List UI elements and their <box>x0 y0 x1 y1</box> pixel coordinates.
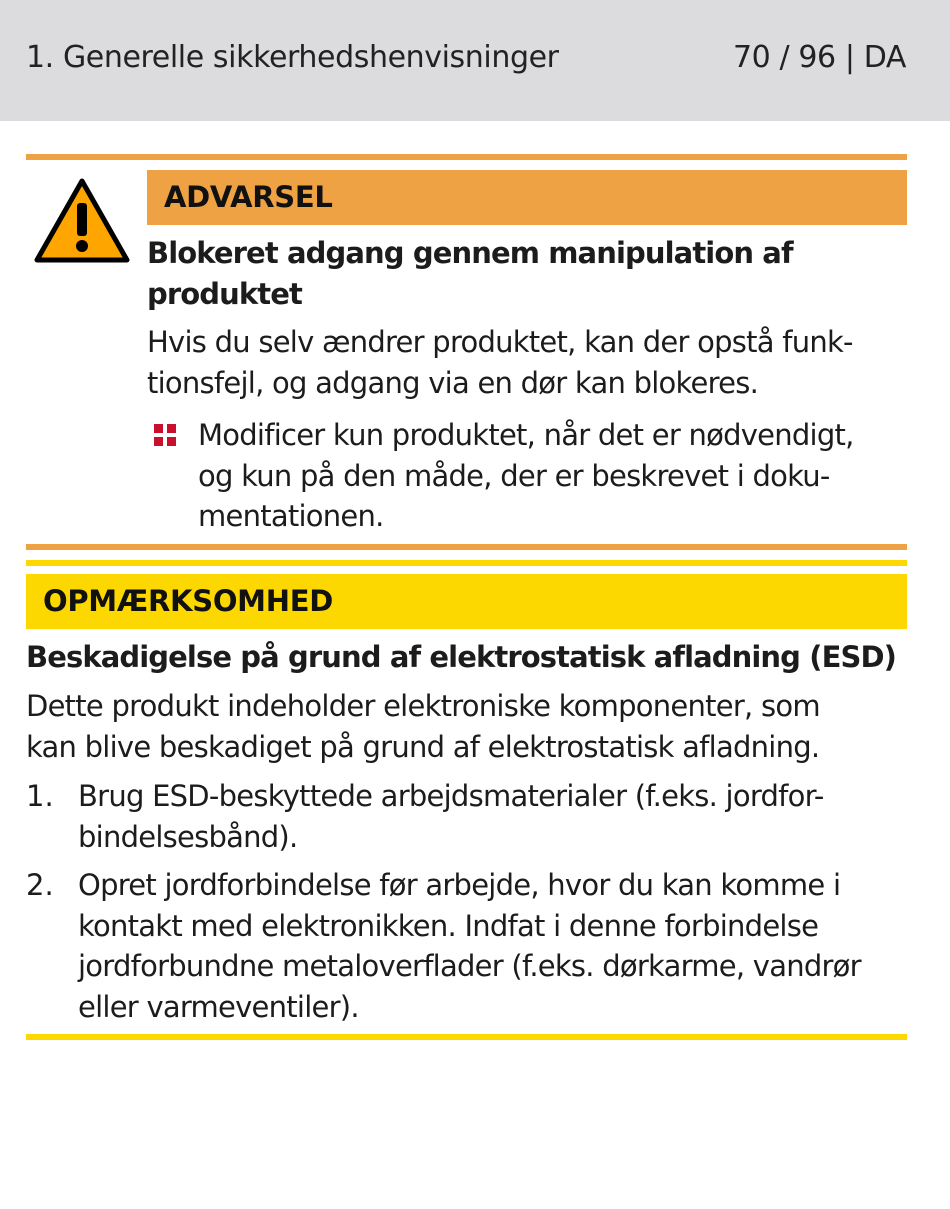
warning-bottom-rule <box>26 544 907 550</box>
notice-bottom-rule <box>26 1034 907 1040</box>
notice-top-rule <box>26 560 907 566</box>
warning-bullet-line: mentationen. <box>198 499 384 533</box>
step-line: jordforbundne metaloverflader (f.eks. dørkarme, vandrør <box>78 949 861 983</box>
notice-body-line: kan blive beskadiget på grund af elektrostatisk afladning. <box>26 729 820 764</box>
notice-body-line: Dette produkt indeholder elektroniske komponenter, som <box>26 689 820 723</box>
notice-title: Beskadigelse på grund af elektrostatisk afladning (ESD) <box>26 640 897 674</box>
warning-label: ADVARSEL <box>164 180 333 214</box>
step-line: Brug ESD-beskyttede arbejdsmaterialer (f.eks. jordfor- <box>78 779 824 813</box>
warning-label-bar <box>147 170 907 225</box>
page-indicator: 70 / 96 | DA <box>732 40 906 75</box>
section-title: 1. Generelle sikkerhedshenvisninger <box>26 40 559 75</box>
warning-title-line: produktet <box>147 276 302 311</box>
warning-triangle-icon <box>34 176 130 264</box>
step-line: eller varmeventiler). <box>78 989 359 1024</box>
warning-bullet-line: Modificer kun produktet, når det er nødvendigt, <box>198 418 854 452</box>
notice-label-bar <box>26 574 907 629</box>
step-line: Opret jordforbindelse før arbejde, hvor du kan komme i <box>78 868 841 902</box>
warning-body-line: Hvis du selv ændrer produktet, kan der opstå funk- <box>147 325 853 359</box>
warning-bullet-line: og kun på den måde, der er beskrevet i doku- <box>198 458 830 493</box>
warning-bullet <box>198 415 854 537</box>
step-1-text <box>78 776 824 857</box>
notice-body <box>26 686 820 767</box>
step-number: 1. <box>26 779 54 813</box>
warning-body <box>147 322 853 403</box>
warning-top-rule <box>26 154 907 160</box>
step-line: kontakt med elektronikken. Indfat i denne forbindelse <box>78 908 819 943</box>
step-line: bindelsesbånd). <box>78 819 298 854</box>
warning-body-line: tionsfejl, og adgang via en dør kan blokeres. <box>147 365 759 400</box>
step-2-text <box>78 865 861 1027</box>
red-square-bullet-icon <box>154 424 176 446</box>
notice-label: OPMÆRKSOMHED <box>43 584 333 618</box>
page-header <box>0 0 950 121</box>
warning-title-line: Blokeret adgang gennem manipulation af <box>147 236 793 270</box>
step-number: 2. <box>26 868 54 902</box>
warning-title <box>147 233 793 314</box>
